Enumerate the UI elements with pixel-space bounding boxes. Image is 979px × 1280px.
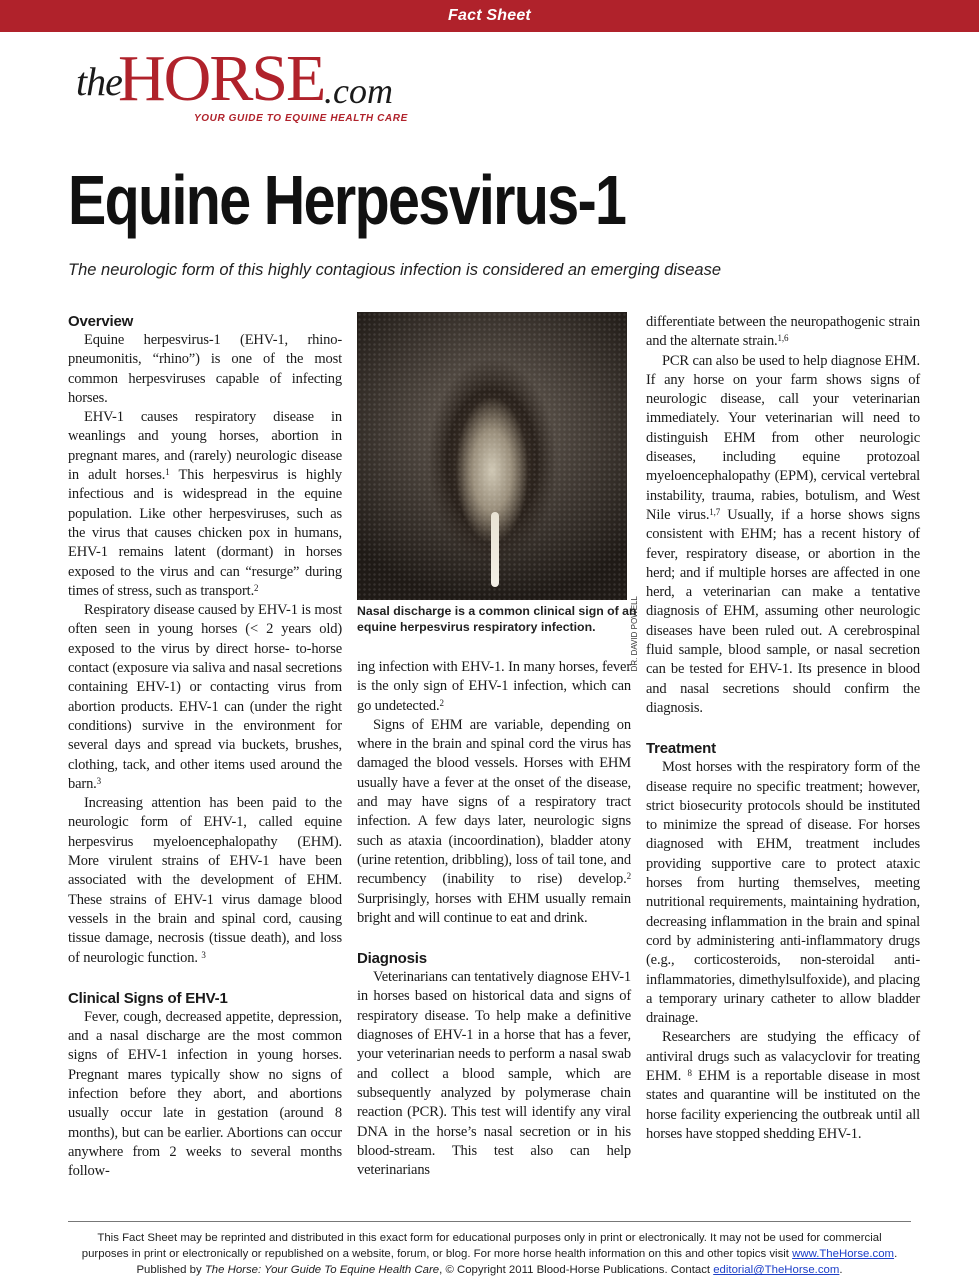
footnote-ref: 2 bbox=[254, 582, 259, 593]
footnote-ref: 2 bbox=[439, 697, 444, 708]
fact-sheet-banner: Fact Sheet bbox=[0, 0, 979, 32]
footnote-ref: 3 bbox=[201, 949, 206, 960]
thehorse-logo[interactable] bbox=[70, 42, 470, 130]
paragraph: Fever, cough, decreased appetite, depression, and a nasal discharge are the most common signs of EHV-1 infection in young horses. Pregnant mares typically show no signs of infection before they abort, and abortions usually occur late in gestation (around 8 months), but can be earlier. Abortions can occur anywhere from 2 weeks to several months follow- bbox=[68, 1008, 342, 1180]
paragraph: Equine herpesvirus-1 (EHV-1, rhino-pneumonitis, “rhino”) is one of the most common herpesviruses capable of infecting horses. bbox=[68, 332, 342, 406]
column-left bbox=[68, 312, 342, 1181]
thehorse-link[interactable]: www.TheHorse.com bbox=[792, 1248, 895, 1261]
photo-credit: DR. DAVID POWELL bbox=[630, 596, 639, 672]
footer-line: purposes in print or electronically or republished on a website, forum, or blog. For more horse health information on this and other topics visit www.TheHorse.com. bbox=[81, 1248, 898, 1261]
paragraph: Most horses with the respiratory form of the disease require no specific treatment; however, strict biosecurity protocols should be instituted to minimize the spread of disease. For horses diagnosed with EHM, treatment includes providing supportive care to protect ataxic horses from hurting themselves, meeting nutritional requirements, maintaining hydration, decreasing inflammation in the brain and spinal cord by administering anti-inflammatory drugs (e.g., corticosteroids, non-steroidal anti-inflammatories, dimethylsulfoxide), and placing a temporary urinary catheter to allow bladder drainage. bbox=[646, 759, 920, 1027]
nasal-discharge-photo bbox=[357, 312, 627, 600]
heading-overview: Overview bbox=[68, 313, 134, 330]
logo-the: the bbox=[76, 59, 122, 104]
footnote-ref: 2 bbox=[626, 871, 631, 882]
paragraph: Respiratory disease caused by EHV-1 is most often seen in young horses (< 2 years old) exposed to the virus by direct horse- to-horse contact (exposure via saliva and nasal secretions containing EHV-1) or contacting virus from abortion products. EHV-1 can (under the right conditions) survive in the environment for several days and spread via buckets, brushes, clothing, tack, and other items used around the barn.$^3$ bbox=[68, 602, 342, 792]
photo-discharge bbox=[491, 512, 499, 587]
editorial-email-link[interactable]: editorial@TheHorse.com bbox=[713, 1264, 840, 1277]
heading-treatment: Treatment bbox=[646, 740, 716, 758]
footnote-ref: 8 bbox=[687, 1067, 692, 1078]
publication-name: The Horse: Your Guide To Equine Health Care bbox=[204, 1264, 440, 1277]
logo-horse: HORSE bbox=[118, 42, 325, 115]
footnote-ref: 1,6 bbox=[777, 333, 789, 344]
paragraph: differentiate between the neuropathogenic strain and the alternate strain.$^{1,6}$ bbox=[646, 314, 920, 350]
column-middle bbox=[357, 658, 631, 1180]
footnote-ref: 3 bbox=[96, 775, 101, 786]
paragraph: Researchers are studying the efficacy of antiviral drugs such as valacyclovir for treating EHM. $^8$ EHM is a reportable disease in most states and quarantine will be instituted on the horse facility experiencing the outbreak until all horses have stopped shedding EHV-1. bbox=[646, 1029, 920, 1142]
page-subtitle: The neurologic form of this highly contagious infection is considered an emerging disease bbox=[68, 261, 722, 279]
footer bbox=[40, 1230, 939, 1279]
logo-com: .com bbox=[324, 71, 393, 111]
paragraph: Increasing attention has been paid to the neurologic form of EHV-1, called equine herpesvirus myeloencephalopathy (EHM). More virulent strains of EHV-1 have been associated with the development of EHM. These strains of EHV-1 virus damage blood vessels in the brain and spinal cord, causing tissue damage, necrosis (tissue death), and loss of neurologic function. $^3$ bbox=[68, 795, 342, 966]
paragraph: Signs of EHM are variable, depending on where in the brain and spinal cord the virus has damaged the blood vessels. Horses with EHM usually have a fever at the onset of the disease, and may have signs of a respiratory tract infection. A few days later, neurologic signs such as ataxia (incoordination), bladder atony (urine retention, dribbling), loss of tail tone, and recumbency (inability to rise) develop.$^2$ Surprisingly, horses with EHM usually remain bright and will continue to eat and drink. bbox=[357, 716, 631, 926]
footer-line: This Fact Sheet may be reprinted and distributed in this exact form for educational purposes only in print or electronically. It may not be used for commercial bbox=[97, 1232, 882, 1244]
logo-tagline: YOUR GUIDE TO EQUINE HEALTH CARE bbox=[194, 113, 408, 124]
heading-diagnosis: Diagnosis bbox=[357, 950, 427, 968]
page-title: Equine Herpesvirus-1 bbox=[68, 161, 626, 239]
paragraph: ing infection with EHV-1. In many horses, fever is the only sign of EHV-1 infection, which can go undetected.$^2$ bbox=[357, 659, 631, 714]
footer-line: Published by The Horse: Your Guide To Equine Health Care, © Copyright 2011 Blood-Horse Publications. Contact editorial@TheHorse.com. bbox=[136, 1264, 843, 1277]
footnote-ref: 1 bbox=[165, 467, 170, 478]
paragraph: Veterinarians can tentatively diagnose EHV-1 in horses based on historical data and signs of respiratory disease. To help make a definitive diagnoses of EHV-1 in a horse that has a fever, your veterinarian needs to perform a nasal swab and collect a blood sample, which are subsequently analyzed by polymerase chain reaction (PCR). This test will identify any viral DNA in the horse’s nasal secretion or in his blood-stream. This test also can help veterinarians bbox=[357, 969, 631, 1179]
column-right bbox=[646, 313, 920, 1144]
footnote-ref: 1,7 bbox=[709, 506, 721, 517]
heading-clinical-signs: Clinical Signs of EHV-1 bbox=[68, 989, 228, 1007]
paragraph: EHV-1 causes respiratory disease in weanlings and young horses, abortion in pregnant mares, and (rarely) neurologic disease in adult horses.$^1$ This herpesvirus is highly infectious and is widespread in the equine population. Like other herpesviruses, such as the virus that causes chicken pox in humans, EHV-1 remains latent (dormant) in horses exposed to the virus and can “resurge” during times of stress, such as transport.$^2$ bbox=[68, 409, 342, 599]
photo-caption: Nasal discharge is a common clinical sign of an equine herpesvirus respiratory infection. bbox=[357, 604, 637, 634]
paragraph: PCR can also be used to help diagnose EHM. If any horse on your farm shows signs of neurologic disease, call your veterinarian immediately. Your veterinarian will need to distinguish EHM from other neurologic diseases, including equine protozoal myeloencephalopathy (EPM), cervical vertebral instability, trauma, rabies, botulism, and West Nile virus.$^{1,7}$ Usually, if a horse shows signs consistent with EHM; has a recent history of fever, respiratory disease, or abortion in the herd; and if multiple horses are affected in one herd, a veterinarian can make a tentative diagnosis of EHM, assuming other neurologic diseases have been ruled out. A cerebrospinal fluid sample, blood sample, or nasal secretion can be tested for EHV-1. Its presence in blood and nasal secretions should confirm the diagnosis. bbox=[646, 352, 920, 716]
footer-divider bbox=[68, 1221, 911, 1222]
